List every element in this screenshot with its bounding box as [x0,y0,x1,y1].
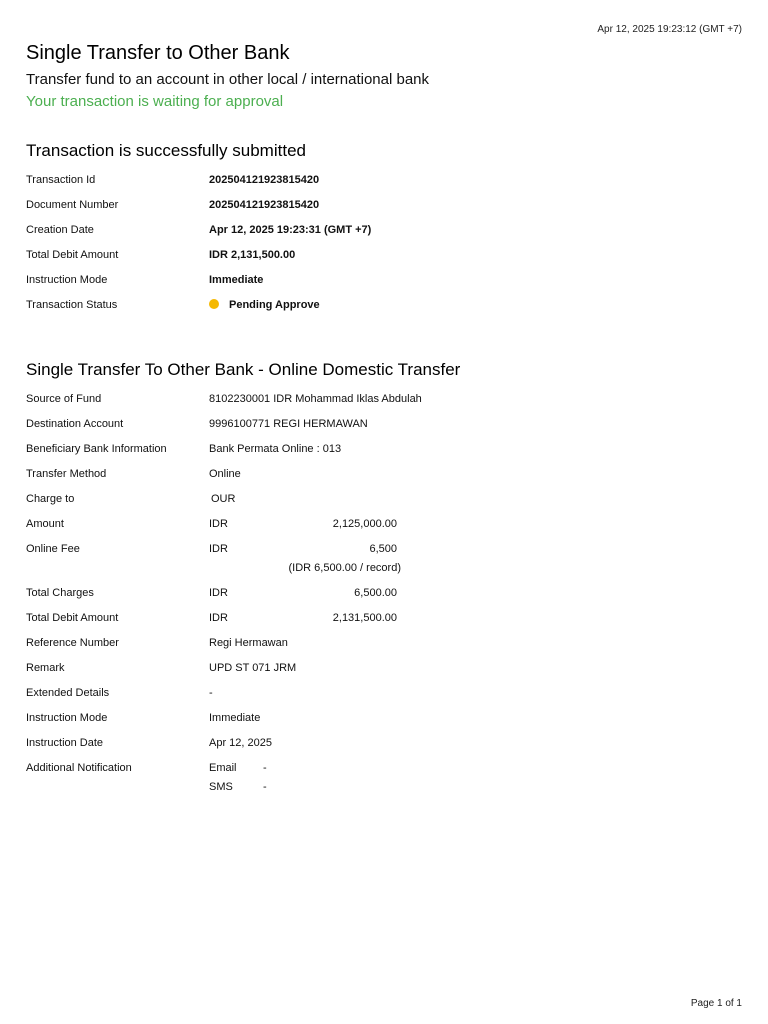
row-transfer-method [26,467,742,492]
fee-value: 6,500 [369,543,397,555]
total-charges-currency: IDR [209,587,228,599]
status-dot-icon [209,299,219,309]
destination-value: 9996100771 REGI HERMAWAN [209,418,368,430]
charge-value: OUR [211,493,236,505]
row-total-charges [26,586,742,611]
row-remark [26,661,742,686]
detail-instruction-mode-label: Instruction Mode [26,712,108,724]
total-charges-label: Total Charges [26,587,94,599]
notification-email-value: - [263,762,267,774]
remark-label: Remark [26,662,65,674]
charge-label: Charge to [26,493,75,505]
row-amount [26,517,742,542]
fee-currency: IDR [209,543,228,555]
transaction-status-label: Transaction Status [26,299,118,311]
row-reference-number [26,636,742,661]
notification-email-label: Email [209,762,237,774]
document-number-label: Document Number [26,199,119,211]
instruction-date-value: Apr 12, 2025 [209,737,272,749]
notification-sms-value: - [263,781,267,793]
total-debit-value: IDR 2,131,500.00 [209,249,296,261]
row-charge-to [26,492,742,517]
row-transaction-id [26,173,742,198]
row-extended-details [26,686,742,711]
approval-message: Your transaction is waiting for approval [26,93,284,110]
instruction-mode-label: Instruction Mode [26,274,108,286]
details-section [26,359,742,805]
detail-total-debit-currency: IDR [209,612,228,624]
row-total-debit [26,248,742,273]
row-beneficiary-bank [26,442,742,467]
reference-value: Regi Hermawan [209,637,288,649]
total-charges-value: 6,500.00 [354,587,397,599]
row-transaction-status [26,298,742,323]
page-indicator: Page 1 of 1 [690,998,742,1009]
extended-value: - [209,687,213,699]
status-text: Pending Approve [229,299,320,311]
row-creation-date [26,223,742,248]
creation-date-value: Apr 12, 2025 19:23:31 (GMT +7) [209,224,372,236]
amount-currency: IDR [209,518,228,530]
instruction-date-label: Instruction Date [26,737,104,749]
destination-label: Destination Account [26,418,124,430]
instruction-mode-value: Immediate [209,274,264,286]
amount-label: Amount [26,518,64,530]
extended-label: Extended Details [26,687,110,699]
page-title: Single Transfer to Other Bank [26,42,290,64]
bank-info-value: Bank Permata Online : 013 [209,443,342,455]
reference-label: Reference Number [26,637,119,649]
source-label: Source of Fund [26,393,102,405]
notification-sms-label: SMS [209,781,233,793]
row-source-of-fund [26,392,742,417]
summary-section [26,140,742,323]
row-detail-total-debit [26,611,742,636]
row-additional-notification [26,761,742,805]
row-instruction-mode [26,273,742,298]
fee-label: Online Fee [26,543,80,555]
summary-title: Transaction is successfully submitted [26,141,306,160]
remark-value: UPD ST 071 JRM [209,662,297,674]
notification-label: Additional Notification [26,762,132,774]
print-timestamp: Apr 12, 2025 19:23:12 (GMT +7) [597,24,742,35]
page-subtitle: Transfer fund to an account in other local / international bank [26,71,430,88]
amount-value: 2,125,000.00 [332,518,397,530]
row-destination-account [26,417,742,442]
source-value: 8102230001 IDR Mohammad Iklas Abdulah [209,393,422,405]
detail-total-debit-value: 2,131,500.00 [332,612,397,624]
row-detail-instruction-mode [26,711,742,736]
row-document-number [26,198,742,223]
creation-date-label: Creation Date [26,224,94,236]
bank-info-label: Beneficiary Bank Information [26,443,167,455]
row-instruction-date [26,736,742,761]
document-number-value: 202504121923815420 [209,199,320,211]
row-online-fee [26,542,742,586]
method-value: Online [209,468,241,480]
detail-instruction-mode-value: Immediate [209,712,261,724]
detail-total-debit-label: Total Debit Amount [26,612,119,624]
details-title: Single Transfer To Other Bank - Online Domestic Transfer [26,360,461,379]
page-header [26,40,429,112]
transaction-status-value [209,298,320,312]
method-label: Transfer Method [26,468,107,480]
transaction-id-value: 202504121923815420 [209,174,320,186]
total-debit-label: Total Debit Amount [26,249,119,261]
fee-per-record: (IDR 6,500.00 / record) [288,562,401,574]
transaction-id-label: Transaction Id [26,174,96,186]
